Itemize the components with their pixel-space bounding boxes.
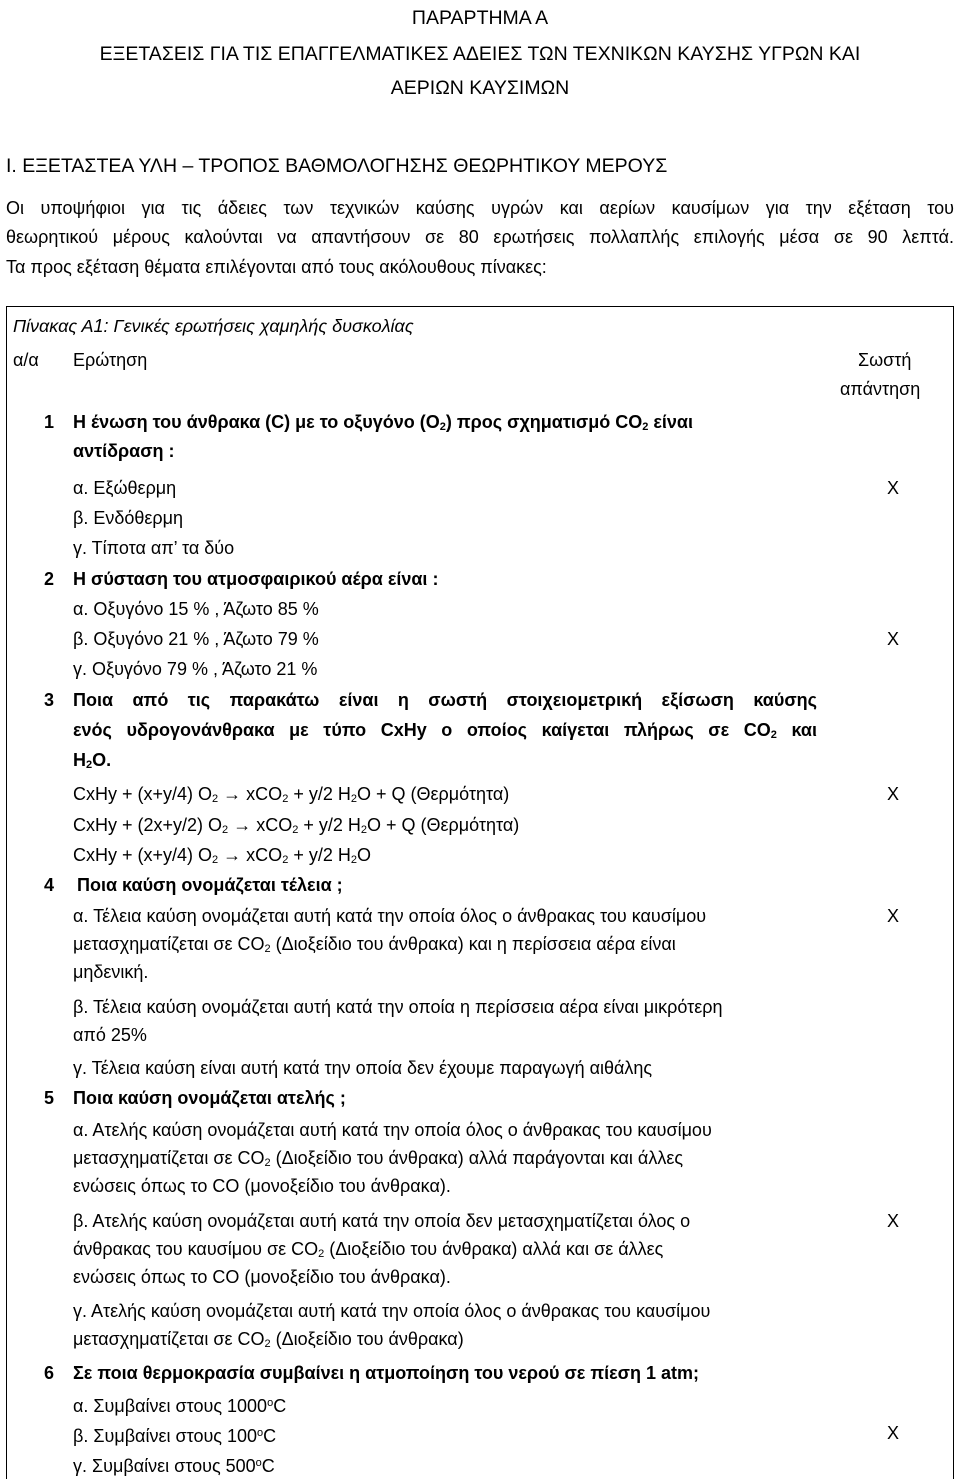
option-text: α. Τέλεια καύση ονομάζεται αυτή κατά την οποία όλος ο άνθρακας του καυσίμου	[73, 906, 707, 926]
option-text: β. Οξυγόνο 21 % , Άζωτο 79 %	[73, 629, 319, 649]
option-text-line2: μετασχηματίζεται σε $CO_2$ (Διοξείδιο του άνθρακα) αλλά παράγονται και άλλες	[73, 1148, 684, 1169]
option-text: β. Ενδόθερμη	[73, 508, 184, 528]
question-1-text: Η ένωση του άνθρακα (C) με το οξυγόνο $(O_2)$ προς σχηματισμό $CO_2$ είναι	[73, 412, 693, 433]
correct-answer-mark: X	[887, 478, 900, 498]
question-3-text-line2: ενός υδρογονάνθρακα με τύπο CxHy ο οποίος καίγεται πλήρως σε $CO_2$ και	[73, 720, 817, 741]
question-6-text: Σε ποια θερμοκρασία συμβαίνει η ατμοποίηση του νερού σε πίεση 1 atm;	[73, 1363, 699, 1383]
option-text: γ. Συμβαίνει στους 500$^o$C	[73, 1456, 275, 1476]
correct-answer-mark: X	[887, 906, 900, 926]
option-text: β. Τέλεια καύση ονομάζεται αυτή κατά την οποία η περίσσεια αέρα είναι μικρότερη	[73, 997, 723, 1017]
option-text: α. Εξώθερμη	[73, 478, 177, 498]
question-number: 1	[44, 412, 55, 432]
option-text-line3: μηδενική.	[73, 962, 149, 982]
correct-answer-mark: X	[887, 1211, 900, 1231]
correct-answer-mark: X	[887, 629, 900, 649]
column-header-question: Ερώτηση	[73, 350, 148, 370]
column-header-answer: Σωστή	[858, 350, 912, 370]
question-4-text: Ποια καύση ονομάζεται τέλεια ;	[77, 875, 343, 895]
correct-answer-mark: X	[887, 784, 900, 804]
question-number: 3	[44, 690, 55, 710]
exam-title-line2: ΑΕΡΙΩΝ ΚΑΥΣΙΜΩΝ	[390, 77, 570, 99]
intro-line: θεωρητικού μέρους καλούνται να απαντήσουν σε 80 ερωτήσεις πολλαπλής επιλογής μέσα σε 90 λεπτά.	[6, 227, 954, 247]
column-header-answer-line2: απάντηση	[840, 379, 921, 399]
question-3-text-line3: $H_2O$.	[73, 750, 112, 771]
correct-answer-mark: X	[887, 1423, 900, 1443]
appendix-title: ΠΑΡΑΡΤΗΜΑ Α	[411, 7, 549, 29]
intro-line: Τα προς εξέταση θέματα επιλέγονται από τους ακόλουθους πίνακες:	[6, 257, 547, 277]
question-3-text: Ποια από τις παρακάτω είναι η σωστή στοιχειομετρική εξίσωση καύσης	[73, 690, 817, 710]
exam-title-line1: ΕΞΕΤΑΣΕΙΣ ΓΙΑ ΤΙΣ ΕΠΑΓΓΕΛΜΑΤΙΚΕΣ ΑΔΕΙΕΣ ΤΩΝ ΤΕΧΝΙΚΩΝ ΚΑΥΣΗΣ ΥΓΡΩΝ ΚΑΙ	[99, 43, 861, 65]
option-text: α. Οξυγόνο 15 % , Άζωτο 85 %	[73, 599, 319, 619]
question-number: 6	[44, 1363, 55, 1383]
option-text-line3: ενώσεις όπως το CO (μονοξείδιο του άνθρακα).	[73, 1176, 451, 1196]
option-text: γ. Οξυγόνο 79 % , Άζωτο 21 %	[73, 659, 318, 679]
question-2-text: Η σύσταση του ατμοσφαιρικού αέρα είναι :	[73, 569, 439, 589]
question-number: 4	[44, 875, 55, 895]
intro-line: Οι υποψήφιοι για τις άδειες των τεχνικών καύσης υγρών και αερίων καυσίμων για την εξέταση του	[6, 198, 954, 218]
option-text: γ. Τίποτα απ’ τα δύο	[73, 538, 235, 558]
question-1-text-line2: αντίδραση :	[73, 441, 175, 461]
option-text: γ. Τέλεια καύση είναι αυτή κατά την οποία δεν έχουμε παραγωγή αιθάλης	[73, 1058, 653, 1078]
question-number: 2	[44, 569, 55, 589]
option-text-line2: μετασχηματίζεται σε $CO_2$ (Διοξείδιο του άνθρακα)	[73, 1329, 464, 1350]
option-text-line2: από 25%	[73, 1025, 147, 1045]
option-text: γ. Ατελής καύση ονομάζεται αυτή κατά την οποία όλος ο άνθρακας του καυσίμου	[73, 1301, 711, 1321]
column-header-number: α/α	[13, 350, 39, 370]
option-text: β. Ατελής καύση ονομάζεται αυτή κατά την οποία δεν μετασχηματίζεται όλος ο	[73, 1211, 691, 1231]
option-equation: CxHy + (x+y/4) $O_2 \to xCO_2 + y/2$ $H_2O$	[73, 845, 371, 866]
option-text-line2: άνθρακας του καυσίμου σε $CO_2$ (Διοξείδιο του άνθρακα) αλλά και σε άλλες	[73, 1239, 664, 1260]
section-title: I. ΕΞΕΤΑΣΤΕΑ ΥΛΗ – ΤΡΟΠΟΣ ΒΑΘΜΟΛΟΓΗΣΗΣ ΘΕΩΡΗΤΙΚΟΥ ΜΕΡΟΥΣ	[6, 155, 668, 177]
option-text-line2: μετασχηματίζεται σε $CO_2$ (Διοξείδιο του άνθρακα) και η περίσσεια αέρα είναι	[73, 934, 676, 955]
option-equation: CxHy + (2x+y/2) $O_2 \to xCO_2 + y/2$ $H_2O + Q$ (Θερμότητα)	[73, 815, 520, 836]
option-equation: CxHy + (x+y/4) $O_2 \to xCO_2 + y/2$ $H_2O + Q$ (Θερμότητα)	[73, 784, 510, 805]
table-caption: Πίνακας Α1: Γενικές ερωτήσεις χαμηλής δυσκολίας	[13, 316, 414, 336]
questions-table	[6, 306, 954, 1479]
option-text-line3: ενώσεις όπως το CO (μονοξείδιο του άνθρακα).	[73, 1267, 451, 1287]
option-text: β. Συμβαίνει στους 100$^o$C	[73, 1426, 277, 1446]
question-number: 5	[44, 1088, 55, 1108]
option-text: α. Συμβαίνει στους 1000$^o$C	[73, 1396, 287, 1416]
option-text: α. Ατελής καύση ονομάζεται αυτή κατά την οποία όλος ο άνθρακας του καυσίμου	[73, 1120, 712, 1140]
question-5-text: Ποια καύση ονομάζεται ατελής ;	[73, 1088, 346, 1108]
